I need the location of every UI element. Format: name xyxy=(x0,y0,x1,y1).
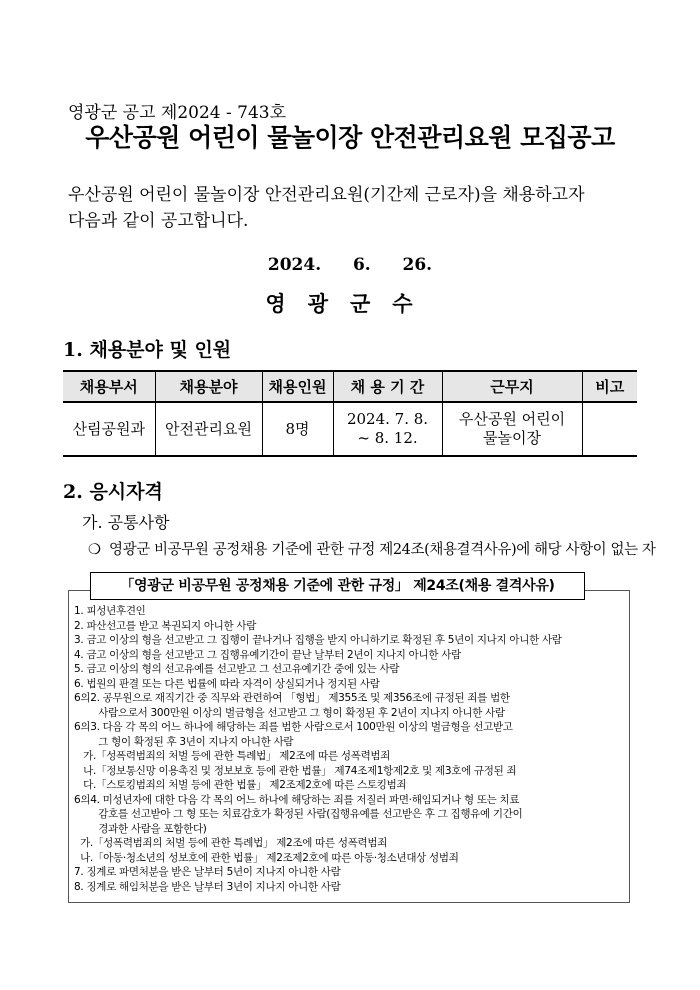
list-item: 경과한 사람을 포함한다) xyxy=(74,822,207,835)
workplace-line-1: 우산공원 어린이 xyxy=(458,410,566,428)
notice-number: 영광군 공고 제2024 - 743호 xyxy=(68,103,287,123)
header-remarks: 비고 xyxy=(582,371,637,402)
header-headcount: 채용인원 xyxy=(262,371,333,402)
list-item: 가.「성폭력범죄의 처벌 등에 관한 특례법」 제2조에 따른 성폭력범죄 xyxy=(74,750,391,762)
list-item: 나.「정보통신망 이용촉진 및 정보보호 등에 관한 법률」 제74조제1항제2호 및 제3호에 규정된 죄 xyxy=(74,764,517,777)
list-item: 7. 징계로 파면처분을 받은 날부터 5년이 지나지 아니한 사람 xyxy=(74,866,341,878)
list-item: 감호를 선고받아 그 형 또는 치료감호가 확정된 사람(집행유예를 선고받은 후 그 집행유예 기간이 xyxy=(74,808,523,820)
header-workplace: 근무지 xyxy=(442,371,582,402)
table-row xyxy=(63,402,637,456)
workplace-line-2: 물놀이장 xyxy=(483,429,541,447)
list-item: 그 형이 확정된 후 3년이 지나지 아니한 사람 xyxy=(74,735,294,748)
cell-headcount: 8명 xyxy=(262,402,333,456)
disqualification-list xyxy=(74,604,562,894)
list-item: 2. 파산선고를 받고 복권되지 아니한 사람 xyxy=(74,619,257,632)
list-item: 6의4. 미성년자에 대한 다음 각 목의 어느 하나에 해당하는 죄를 저질러 파면·해임되거나 형 또는 치료 xyxy=(74,793,520,806)
list-item: 6의3. 다음 각 목의 어느 하나에 해당하는 죄를 범한 사람으로서 100만원 이상의 벌금형을 선고받고 xyxy=(74,721,513,733)
period-start: 2024. 7. 8. xyxy=(346,410,429,428)
intro-line-2: 다음과 같이 공고합니다. xyxy=(68,211,249,231)
cell-remarks xyxy=(582,402,637,456)
bullet-text: 영광군 비공무원 공정채용 기준에 관한 규정 제24조(채용결격사유)에 해당 사항이 없는 자 xyxy=(109,542,656,558)
list-item: 8. 징계로 해임처분을 받은 날부터 3년이 지나지 아니한 사람 xyxy=(74,880,341,893)
list-item: 사람으로서 300만원 이상의 벌금형을 선고받고 그 형이 확정된 후 2년이 지나지 아니한 사람 xyxy=(74,706,505,719)
section-1-heading: 1. 채용분야 및 인원 xyxy=(63,339,232,361)
recruitment-table xyxy=(63,370,637,457)
header-period: 채 용 기 간 xyxy=(333,371,442,402)
header-department: 채용부서 xyxy=(63,371,155,402)
cell-department: 산림공원과 xyxy=(63,402,155,456)
list-item: 6. 법원의 판결 또는 다른 법률에 따라 자격이 상실되거나 정지된 사람 xyxy=(74,677,380,690)
intro-line-1: 우산공원 어린이 물놀이장 안전관리요원(기간제 근로자)을 채용하고자 xyxy=(68,185,585,205)
subsection-common: 가. 공통사항 xyxy=(82,513,170,532)
period-end: ~ 8. 12. xyxy=(357,429,418,447)
bullet-item xyxy=(88,538,656,559)
list-item: 4. 금고 이상의 형을 선고받고 그 집행유예기간이 끝난 날부터 2년이 지나지 아니한 사람 xyxy=(74,648,461,661)
section-2-heading: 2. 응시자격 xyxy=(63,481,163,503)
table-header-row xyxy=(63,371,637,402)
list-item: 5. 금고 이상의 형의 선고유예를 선고받고 그 선고유예기간 중에 있는 사람 xyxy=(74,663,400,675)
cell-field: 안전관리요원 xyxy=(155,402,262,456)
box-title: 「영광군 비공무원 공정채용 기준에 관한 규정」 제24조(채용 결격사유) xyxy=(90,572,585,600)
page-title: 우산공원 어린이 물놀이장 안전관리요원 모집공고 xyxy=(85,123,615,152)
list-item: 나.「아동·청소년의 성보호에 관한 법률」 제2조제2호에 따른 아동·청소년대상 성범죄 xyxy=(74,851,459,864)
list-item: 3. 금고 이상의 형을 선고받고 그 집행이 끝나거나 집행을 받지 아니하기로 확정된 후 5년이 지나지 아니한 사람 xyxy=(74,634,562,646)
issuer: 영광군수 xyxy=(265,291,435,316)
list-item: 6의2. 공무원으로 재직기간 중 직무와 관련하여 「형법」 제355조 및 제356조에 규정된 죄를 범한 xyxy=(74,692,510,704)
cell-period xyxy=(333,402,442,456)
cell-workplace xyxy=(442,402,582,456)
header-field: 채용분야 xyxy=(155,371,262,402)
circle-bullet-icon: ❍ xyxy=(88,542,101,558)
list-item: 가.「성폭력범죄의 처벌 등에 관한 특례법」 제2조에 따른 성폭력범죄 xyxy=(74,837,388,849)
list-item: 다.「스토킹범죄의 처벌 등에 관한 법률」 제2조제2호에 따른 스토킹범죄 xyxy=(74,779,407,791)
list-item: 1. 피성년후견인 xyxy=(74,605,146,617)
notice-date: 2024. 6. 26. xyxy=(267,255,433,275)
